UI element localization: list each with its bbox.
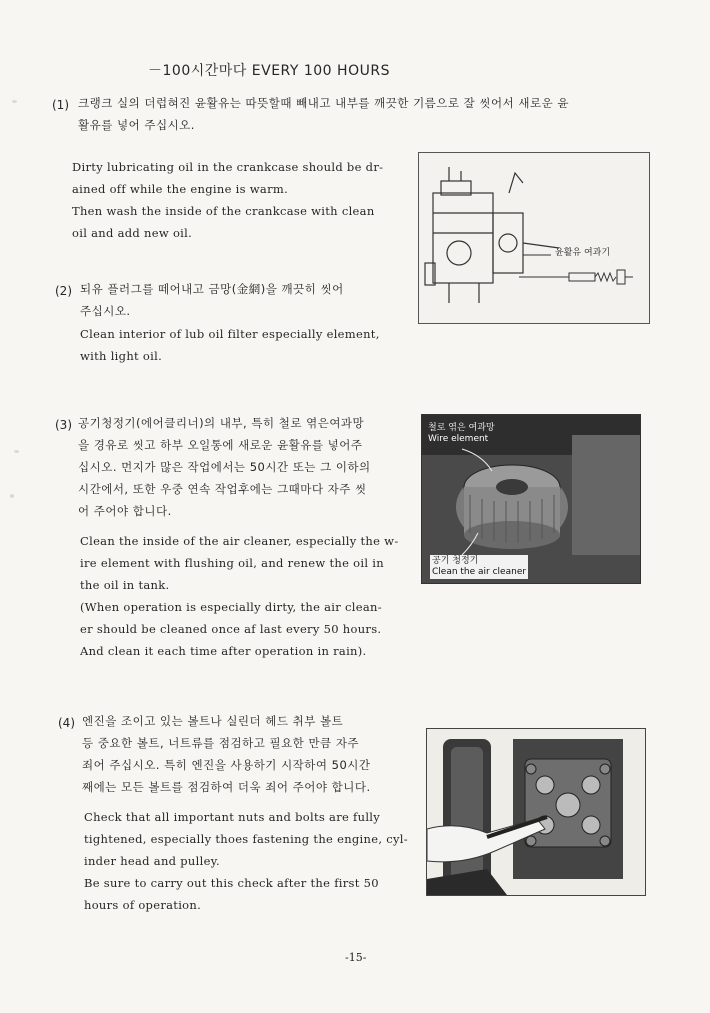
item-1-en-line: Dirty lubricating oil in the crankcase should be dr- [72, 160, 384, 174]
wire-element-label [428, 423, 495, 445]
scan-speck [10, 494, 14, 498]
item-3-ko-line: 시간에서, 또한 우중 연속 작업후에는 그때마다 자주 씻 [78, 482, 367, 496]
item-4-ko-line: 째에는 모든 볼트를 점검하여 더욱 죄어 주어야 합니다. [82, 780, 371, 794]
item-3-en-line: ire element with flushing oil, and renew the oil in [80, 556, 384, 570]
air-cleaner-ko: 공기 청정기 [432, 556, 479, 566]
item-1-en-line: Then wash the inside of the crankcase with clean [72, 204, 375, 218]
item-1-ko-line: 크랭크 실의 더럽혀진 윤활유는 따뜻할때 빼내고 내부를 깨끗한 기름으로 잘 씻어서 새로운 윤 [78, 96, 570, 110]
item-2-en-line: with light oil. [80, 349, 163, 363]
item-4-en-line: Check that all important nuts and bolts are fully [84, 810, 381, 824]
scan-speck [14, 450, 19, 453]
item-4-ko-line: 엔진을 조이고 있는 볼트나 실린더 헤드 취부 볼트 [82, 714, 344, 728]
item-3-en-line: Clean the inside of the air cleaner, especially the w- [80, 534, 399, 548]
item-3-ko-line: 십시오. 먼지가 많은 작업에서는 50시간 또는 그 이하의 [78, 460, 371, 474]
scan-speck [12, 100, 17, 103]
item-1-en-line: oil and add new oil. [72, 226, 193, 240]
item-4-en-line: tightened, especially thoes fastening the engine, cyl- [84, 832, 408, 846]
item-1-korean [78, 92, 569, 136]
wire-element-en: Wire element [428, 434, 489, 444]
cylinder-head-illustration [427, 729, 645, 895]
item-4-korean [82, 710, 371, 798]
item-1-en-line: ained off while the engine is warm. [72, 182, 289, 196]
item-4-en-line: hours of operation. [84, 898, 202, 912]
wire-element-ko: 철로 엮은 여과망 [428, 423, 495, 433]
air-cleaner-en: Clean the air cleaner [432, 567, 527, 577]
item-3-en-line: the oil in tank. [80, 578, 170, 592]
item-4-en-line: Be sure to carry out this check after the first 50 [84, 876, 379, 890]
item-3-en-line: And clean it each time after operation in rain). [80, 644, 367, 658]
item-4-english [84, 806, 408, 916]
item-2-ko-line: 되유 플러그를 떼어내고 금망(金網)을 깨끗히 씻어 [80, 282, 344, 296]
oil-filter-label: 윤활유 여과기 [555, 248, 611, 258]
oil-filter-figure [418, 152, 650, 324]
item-2-english [80, 323, 380, 367]
air-cleaner-caption [430, 555, 528, 579]
air-cleaner-photo [421, 414, 641, 584]
cylinder-head-photo [426, 728, 646, 896]
item-3-korean [78, 412, 371, 522]
item-2-en-line: Clean interior of lub oil filter especially element, [80, 327, 380, 341]
item-1-english [72, 156, 383, 244]
item-3-ko-line: 어 주어야 합니다. [78, 504, 172, 518]
item-4-ko-line: 등 중요한 볼트, 너트류를 점검하고 필요한 만큼 자주 [82, 736, 360, 750]
item-2-korean [80, 278, 344, 322]
item-2-number: (2) [55, 284, 72, 298]
item-3-number: (3) [55, 418, 72, 432]
item-4-en-line: inder head and pulley. [84, 854, 220, 868]
item-4-ko-line: 죄어 주십시오. 특히 엔진을 사용하기 시작하여 50시간 [82, 758, 371, 772]
engine-line-drawing [419, 153, 649, 323]
item-1-number: (1) [52, 98, 69, 112]
item-3-english [80, 530, 399, 662]
page-title: －100시간마다 EVERY 100 HOURS [148, 63, 390, 79]
item-3-en-line: er should be cleaned once af last every 50 hours. [80, 622, 382, 636]
item-3-ko-line: 을 경유로 씻고 하부 오일통에 새로운 윤활유를 넣어주 [78, 438, 363, 452]
item-4-number: (4) [58, 716, 75, 730]
item-2-ko-line: 주십시오. [80, 304, 131, 318]
item-3-ko-line: 공기청정기(에어클리너)의 내부, 특히 철로 엮은여과망 [78, 416, 365, 430]
item-1-ko-line: 활유를 넣어 주십시오. [78, 118, 195, 132]
page-number: -15- [345, 951, 367, 964]
item-3-en-line: (When operation is especially dirty, the air clean- [80, 600, 382, 614]
